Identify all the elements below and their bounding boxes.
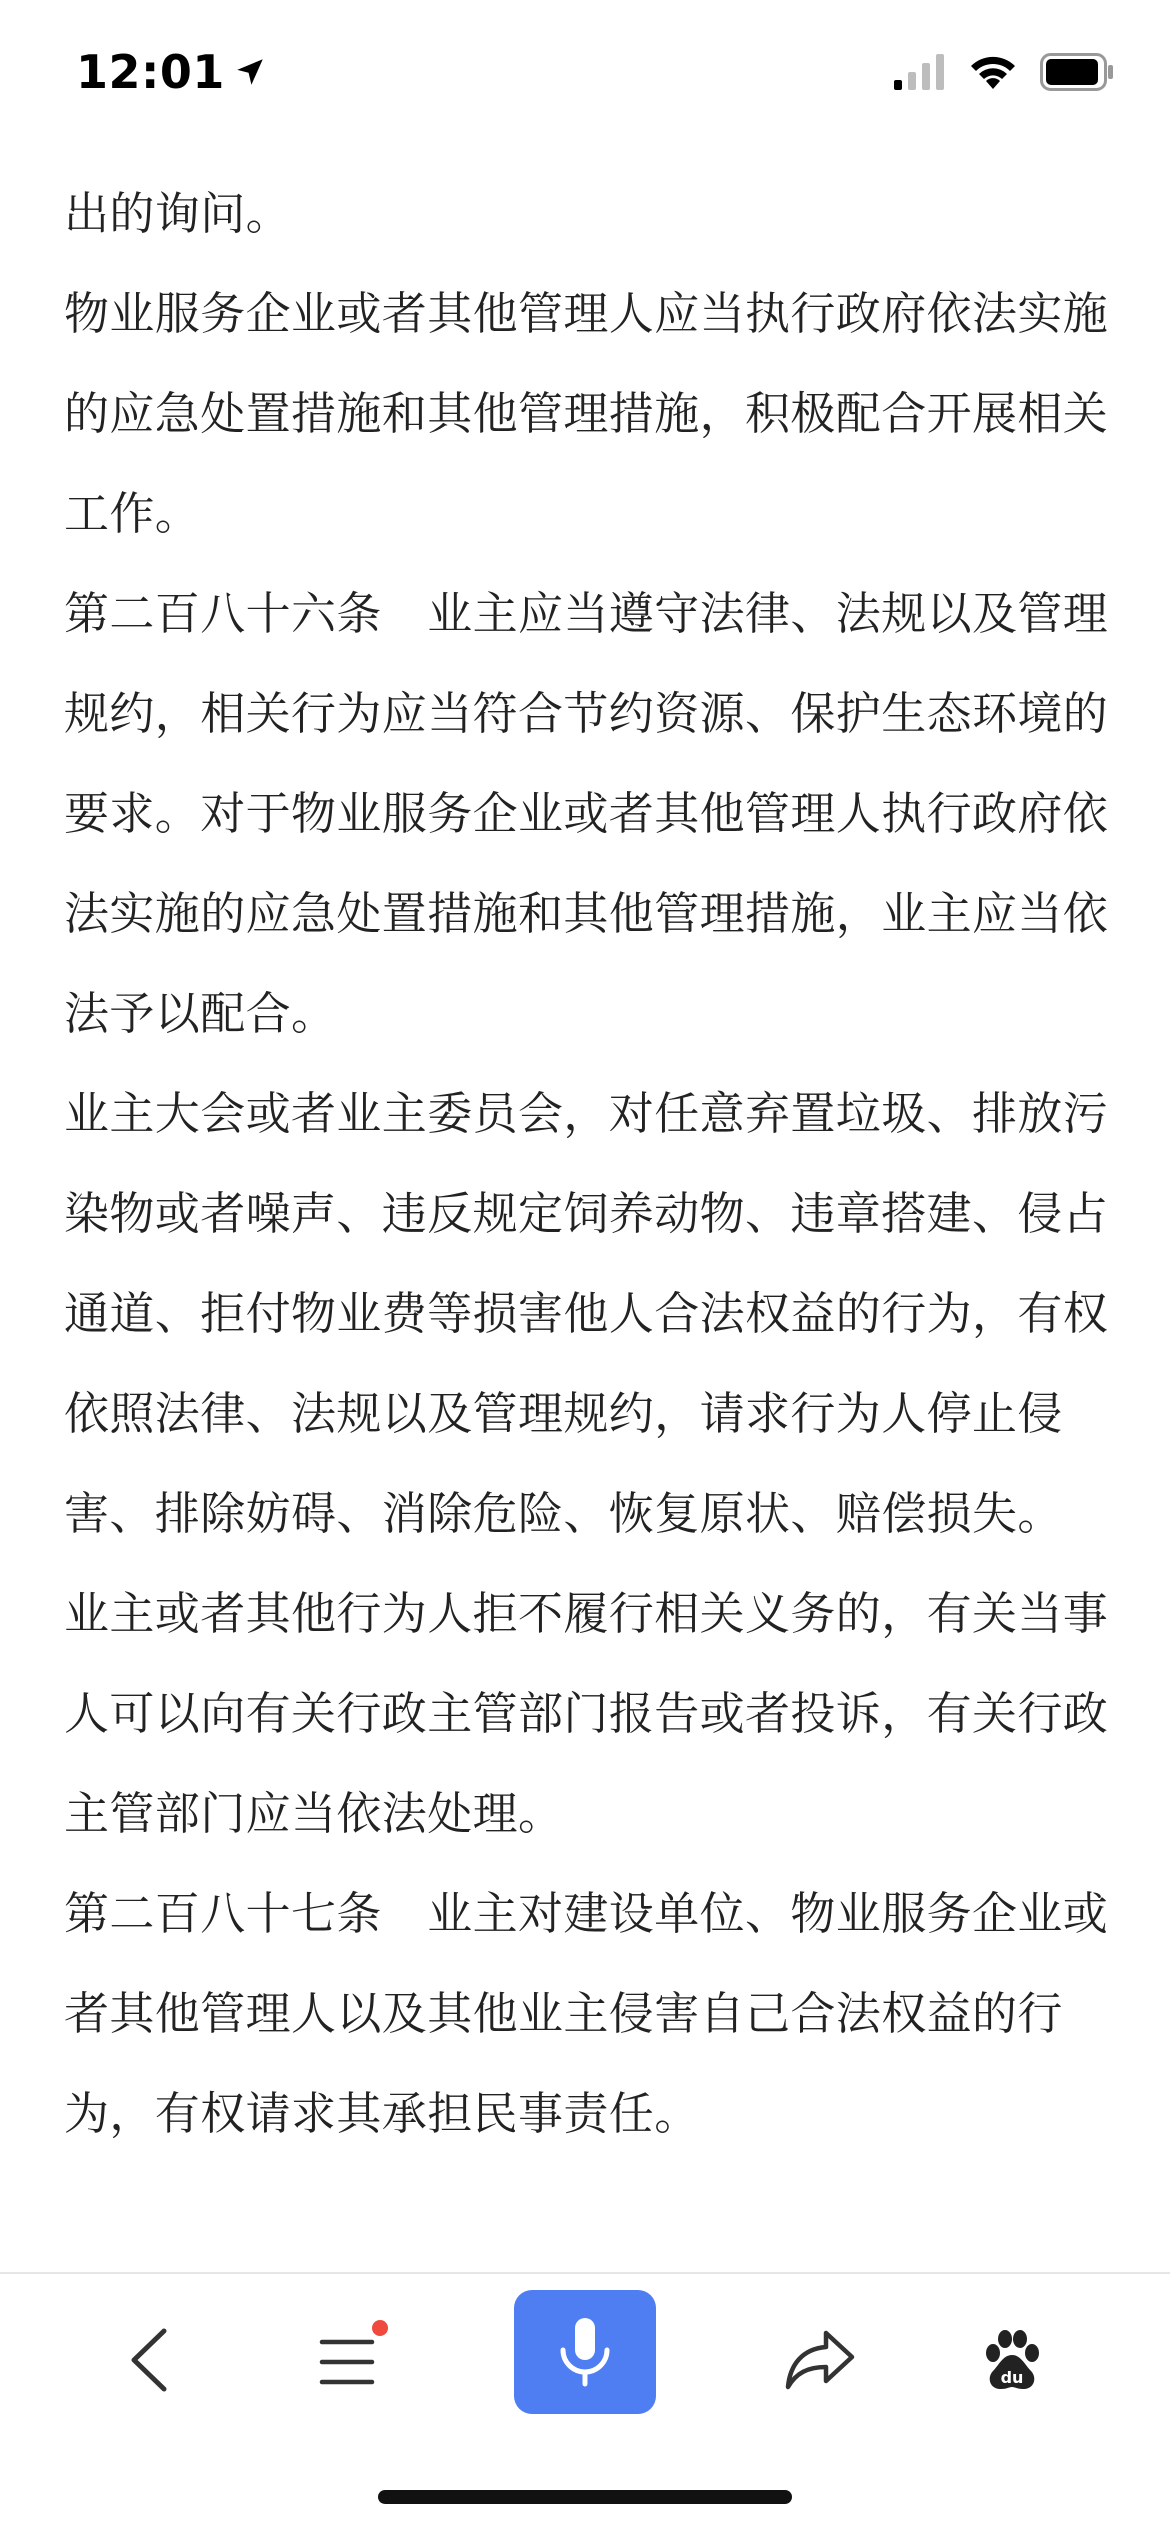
article-paragraph: 出的询问。 <box>64 187 292 240</box>
share-icon <box>782 2327 858 2393</box>
share-button[interactable] <box>750 2290 890 2430</box>
article-content <box>64 164 1114 2264</box>
back-icon <box>120 2325 180 2395</box>
menu-icon <box>318 2330 382 2390</box>
baidu-paw-icon <box>979 2327 1045 2393</box>
status-bar <box>0 0 1170 140</box>
voice-search-button[interactable] <box>514 2290 656 2414</box>
status-indicators <box>894 48 1114 96</box>
notification-dot <box>372 2320 388 2336</box>
location-arrow-icon <box>233 55 267 89</box>
article-paragraph: 第二百八十六条 业主应当遵守法律、法规以及管理规约，相关行为应当符合节约资源、保护生态环境的要求。对于物业服务企业或者其他管理人执行政府依法实施的应急处置措施和其他管理措施，业主应当依法予以配合。 <box>64 587 1109 1040</box>
status-time <box>76 44 267 100</box>
microphone-icon <box>555 2314 615 2390</box>
article-paragraph: 业主大会或者业主委员会，对任意弃置垃圾、排放污染物或者噪声、违反规定饲养动物、违章搭建、侵占通道、拒付物业费等损害他人合法权益的行为，有权依照法律、法规以及管理规约，请求行为人停止侵害、排除妨碍、消除危险、恢复原状、赔偿损失。 <box>64 1087 1109 1540</box>
wifi-icon <box>968 53 1018 91</box>
cellular-signal-icon <box>894 54 946 90</box>
baidu-home-button[interactable] <box>942 2290 1082 2430</box>
article-paragraph: 业主或者其他行为人拒不履行相关义务的，有关当事人可以向有关行政主管部门报告或者投诉，有关行政主管部门应当依法处理。 <box>64 1587 1109 1840</box>
article-paragraph: 物业服务企业或者其他管理人应当执行政府依法实施的应急处置措施和其他管理措施，积极配合开展相关工作。 <box>64 287 1109 540</box>
back-button[interactable] <box>80 2290 220 2430</box>
clock-text: 12:01 <box>76 45 225 99</box>
home-indicator[interactable] <box>378 2490 792 2504</box>
battery-icon <box>1040 53 1114 91</box>
menu-button[interactable] <box>280 2290 420 2430</box>
bottom-toolbar <box>0 2272 1170 2444</box>
article-paragraph: 第二百八十七条 业主对建设单位、物业服务企业或者其他管理人以及其他业主侵害自己合法权益的行为，有权请求其承担民事责任。 <box>64 1887 1109 2140</box>
svg-text:du: du <box>1000 2368 1024 2387</box>
